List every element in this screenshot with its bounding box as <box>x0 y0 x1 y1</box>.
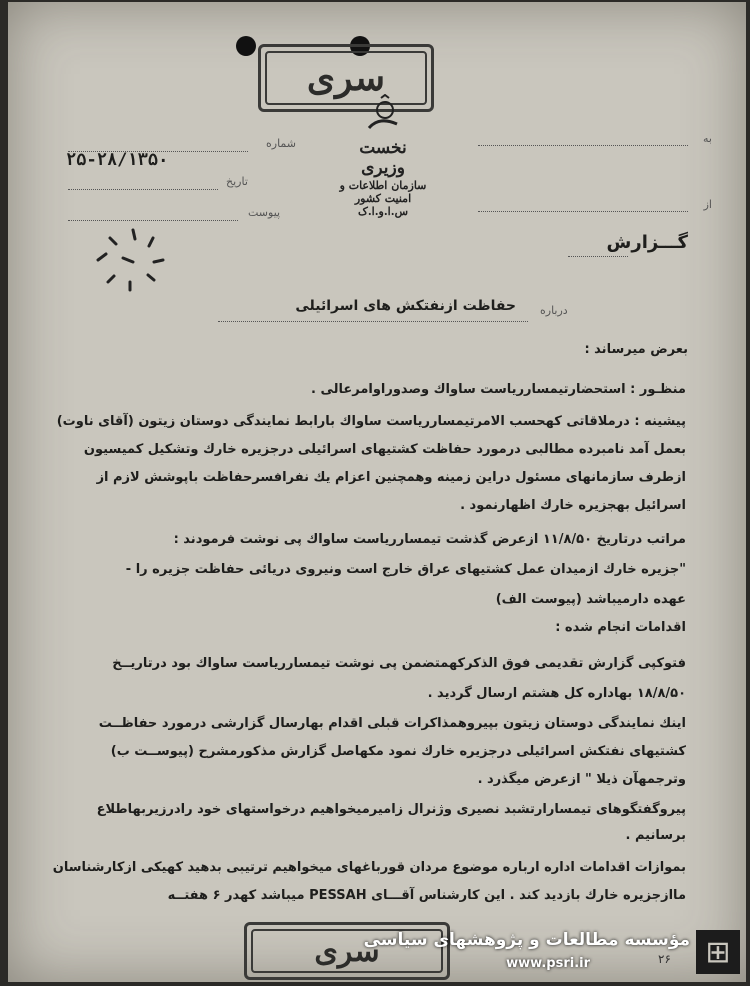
secret-stamp-bottom: سری <box>244 922 450 980</box>
attachment-label: پیوست <box>248 206 281 219</box>
body-line: بموازات اقدامات اداره ارباره موضوع مردان قورباغهای میخواهیم ترتیبی بدهید کهیکی ازکارشناسان <box>52 860 686 875</box>
body-line: فتوکپی گزارش تقدیمی فوق الذکرکهمتضمن پی نوشت تیمساررياست ساواك بود درتاریــخ <box>112 656 686 671</box>
secret-stamp-top: سری <box>258 44 434 112</box>
document-page <box>8 2 746 982</box>
report-underline <box>568 255 628 257</box>
crest-abbrev: س.ا.و.ا.ک <box>357 205 408 219</box>
subject-text: حفاظت ازنفتکش های اسرائیلی <box>295 298 516 314</box>
from-label: از <box>703 198 712 211</box>
body-line: ماازجزیره خارك بازدید کند . این کارشناس آقـــای PESSAH میباشد کهدر ۶ هفتــه <box>167 888 686 903</box>
body-line: اینك نمایندگی دوستان زیتون بپیروهمذاکرات قبلی اقدام بهارسال گزارشی درمورد حفاظــت <box>98 716 686 731</box>
body-line: مراتب درتاریخ ۱۱/۸/۵۰ ازعرض گذشت تیمساررياست ساواك پی نوشت فرمودند : <box>173 532 686 547</box>
subject-label: درباره <box>540 304 568 317</box>
from-line <box>478 210 688 212</box>
institute-name: مؤسسه مطالعات و پژوهشهای سیاسی <box>363 930 690 950</box>
body-line: منظـور : استحضارتیمساررياست ساواك وصدوراوامرعالی . <box>310 382 686 397</box>
body-line: کشتیهای نفتکش اسرائیلی درجزیره خارك نمود مکهاصل گزارش مذکورمشرح (پیوســت ب) <box>110 744 686 759</box>
body-line: پیشینه : درملاقاتی کهحسب الامرتیمساررياست ساواك بارابط نمایندگی دوستان زیتون (آقای ناوت) <box>56 414 686 429</box>
body-line: "جزیره خارك ازمیدان عمل کشتیهای عراق خارج است ونیروی دریائی حفاظت جزیره را - <box>125 562 686 577</box>
punch-hole-left <box>236 36 256 56</box>
number-label: شماره <box>266 137 297 150</box>
body-line: برسانیم . <box>625 828 686 843</box>
government-crest <box>338 94 428 218</box>
lion-and-sun-emblem-icon <box>363 94 403 134</box>
body-line: اقدامات انجام شده : <box>555 620 686 635</box>
to-label: به <box>703 132 712 145</box>
to-line <box>478 144 688 146</box>
number-value: ۲۵-۲۸/۱۳۵۰ <box>66 150 169 170</box>
report-title: گـــزارش <box>606 232 688 253</box>
institute-logo-icon: ⊞ <box>696 930 740 974</box>
body-line: اسرائیل بهجزیره خارك اظهارنمود . <box>460 498 686 513</box>
handwritten-signature <box>78 220 178 300</box>
salutation: بعرض میرساند : <box>584 342 688 357</box>
page-mark: ۲۶ <box>658 952 671 966</box>
body-line: عهده دارمیباشد (پیوست الف) <box>495 592 686 607</box>
body-line: ازطرف سازمانهای مسئول دراین زمینه وهمچنین اعزام یك نفرافسرحفاظت باپوشش لازم از <box>96 470 686 485</box>
crest-organization: سازمان اطلاعات و امنیت کشور <box>339 178 427 205</box>
body-line: پیروگفتگوهای تیمسارارتشبد نصیری وژنرال زامیرمیخواهیم درخواستهای خود رادرزیربهاطلاع <box>96 802 686 817</box>
crest-ministry: نخست وزیری <box>359 138 407 179</box>
body-line: وترجمهآن ذیلا " ازعرض میگذرد . <box>477 772 686 787</box>
institute-url: www.psri.ir <box>506 956 590 971</box>
body-line: بعمل آمد نامبرده مطالبی درمورد حفاظت کشتیهای اسرائیلی درجزیره خارك وتشکیل کمیسیون <box>83 442 686 457</box>
body-line: ۱۸/۸/۵۰ بهاداره کل هشتم ارسال گردید . <box>427 686 686 701</box>
subject-line <box>218 320 528 322</box>
date-label: تاریخ <box>226 175 248 188</box>
date-line <box>68 188 218 190</box>
